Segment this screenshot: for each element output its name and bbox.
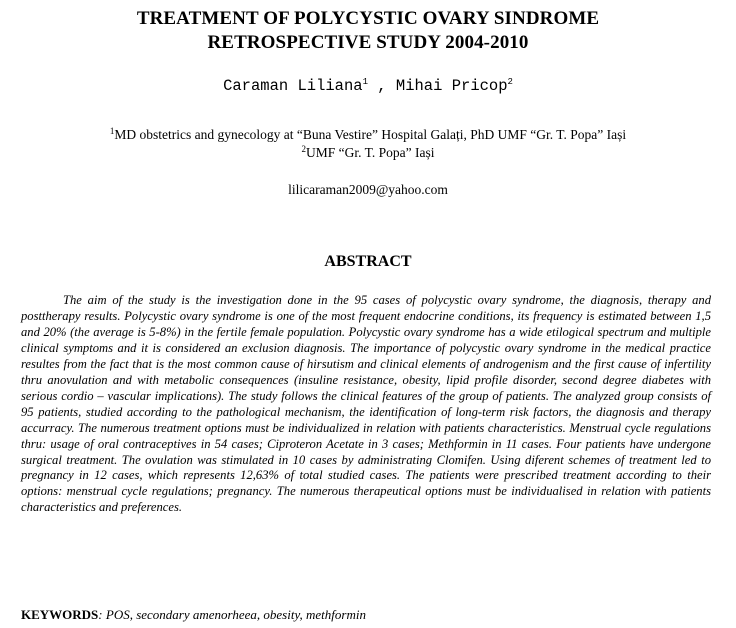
paper-title-line-1: TREATMENT OF POLYCYSTIC OVARY SINDROME: [136, 8, 600, 29]
affiliation-2-text: UMF “Gr. T. Popa” Iași: [306, 145, 435, 160]
affiliation-2-mark: 2: [301, 144, 306, 154]
keywords-value: : POS, secondary amenorheea, obesity, methformin: [98, 607, 366, 622]
abstract-heading: ABSTRACT: [324, 253, 412, 270]
keywords-label: KEYWORDS: [21, 607, 99, 622]
author-list: [0, 76, 736, 96]
author-2-affiliation-mark: 2: [507, 77, 513, 87]
abstract-body: The aim of the study is the investigation done in the 95 cases of polycystic ovary syndrome, the diagnosis, therapy and posttherapy results. Polycystic ovary syndrome is one of the most frequent endocrine conditions, its frequency is estimated between 1,5 and 20% (the average is 5-8%) in the fertile female population. Polycystic ovary syndrome has a wide etilogical spectrum and multiple clinical symptoms and it is considered an exclusion diagnosis. The importance of polycystic ovary syndrome in the medical practice resultes from the fact that is the most common cause of hirsutism and clinical elements of androgenism and the first cause of infertility thru anovulation and with metabolic consequences (insuline resistance, obesity, lipid profile disorder, second degree diabetes with serious cordio – vascular implications). The study follows the clinical features of the group of patients. The analyzed group consists of 95 patients, studied according to the pathological mechanism, the identification of long-term risk factors, the diagnosis and therapy accurracy. The numerous treatment options must be individualized in relation with patients characteristics. Menstrual cycle regulations thru: usage of oral contraceptives in 54 cases; Ciproteron Acetate in 3 cases; Methformin in 11 cases. Four patients have undergone surgical treatment. The ovulation was stimulated in 10 cases by administrating Clomifen. Using diferent schemes of treatment led to pregnancy in 12 cases, which represents 12,63% of total studied cases. The patients were prescribed treatment according to their options: menstrual cycle regulations; pregnancy. The numerous therapeutical options must be individualised in relation with patients characteristics and preferences.: [21, 293, 711, 515]
affiliation-2: [0, 144, 736, 161]
author-2-name: Mihai Pricop: [395, 77, 508, 95]
affiliation-1-text: MD obstetrics and gynecology at “Buna Vestire” Hospital Galați, PhD UMF “Gr. T. Popa” Iași: [114, 127, 627, 142]
contact-email: lilicaraman2009@yahoo.com: [288, 182, 448, 197]
affiliation-1: [0, 126, 736, 143]
author-1-name: Caraman Liliana: [223, 77, 363, 95]
author-1-affiliation-mark: 1: [362, 77, 368, 87]
paper-title-line-2: RETROSPECTIVE STUDY 2004-2010: [207, 32, 529, 53]
affiliation-1-mark: 1: [109, 126, 115, 136]
author-separator: ,: [368, 77, 396, 95]
keywords-line: [21, 606, 721, 623]
